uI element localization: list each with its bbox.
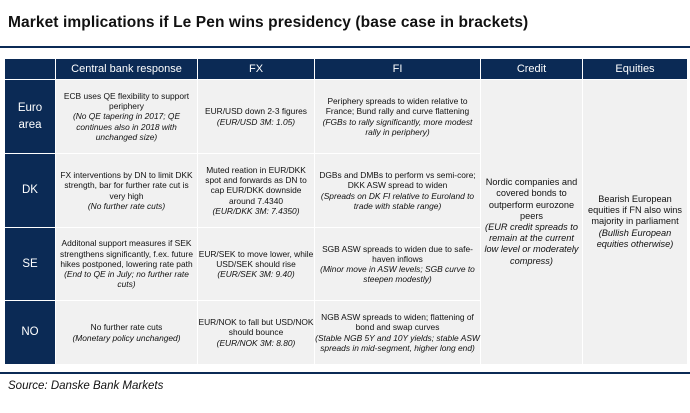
cell-base-case-text: (Monetary policy unchanged) <box>72 332 181 343</box>
row-label-dk <box>5 154 56 228</box>
cell-main-text: EUR/SEK to move lower, while USD/SEK should rise <box>198 248 314 269</box>
cell-base-case-text: (FGBs to rally significantly, more modest rally in periphery) <box>322 116 473 137</box>
cell-base-case-text: (End to QE in July; no further rate cuts) <box>64 269 189 290</box>
row-label-text: NO <box>21 326 39 338</box>
row-label-se <box>5 228 56 301</box>
cell-no-fx <box>198 301 315 365</box>
column-header-equities: Equities <box>583 59 688 80</box>
cell-no-fi <box>315 301 481 365</box>
source-note: Source: Danske Bank Markets <box>8 380 164 392</box>
cell-main-text: Periphery spreads to widen relative to France; Bund rally and curve flattening <box>325 96 470 117</box>
credit-base-case-text: (EUR credit spreads to remain at the current low level or moderately compress) <box>484 222 579 266</box>
cell-base-case-text: (EUR/SEK 3M: 9.40) <box>217 269 295 280</box>
credit-main-text: Nordic companies and covered bonds to outperform eurozone peers <box>485 177 578 221</box>
cell-base-case-text: (No QE tapering in 2017; QE continues also in 2018 with unchanged size) <box>72 111 181 142</box>
row-label-text: DK <box>22 184 38 196</box>
title-rule <box>0 46 690 48</box>
cell-base-case-text: (EUR/NOK 3M: 8.80) <box>216 337 296 348</box>
cell-credit <box>481 80 583 365</box>
cell-base-case-text: (No further rate cuts) <box>87 200 166 211</box>
row-label-text: Euro area <box>17 101 43 131</box>
cell-equities <box>583 80 688 365</box>
bottom-rule <box>0 372 690 374</box>
cell-euro-area-fx <box>198 80 315 154</box>
table-title: Market implications if Le Pen wins presidency (base case in brackets) <box>8 14 529 31</box>
cell-main-text: Additonal support measures if SEK strengthens significantly, f.ex. future hikes postponed, lowering rate path <box>60 238 193 269</box>
cell-main-text: NGB ASW spreads to widen; flattening of bond and swap curves <box>321 312 474 333</box>
cell-euro-area-central-bank <box>56 80 198 154</box>
cell-no-central-bank <box>56 301 198 365</box>
cell-euro-area-fi <box>315 80 481 154</box>
corner-cell <box>5 59 56 80</box>
cell-dk-fi <box>315 154 481 228</box>
column-header-fx: FX <box>198 59 315 80</box>
column-header-central-bank: Central bank response <box>56 59 198 80</box>
column-header-fi: FI <box>315 59 481 80</box>
implications-table <box>4 58 688 365</box>
cell-se-fi <box>315 228 481 301</box>
cell-base-case-text: (Minor move in ASW levels; SGB curve to steepen modestly) <box>320 264 475 285</box>
column-header-credit: Credit <box>481 59 583 80</box>
row-label-text: SE <box>22 257 38 270</box>
equities-base-case-text: (Bullish European equities otherwise) <box>596 227 674 249</box>
cell-main-text: Muted reation in EUR/DKK spot and forwards as DN to cap EUR/DKK downside around 7.4340 <box>205 164 307 206</box>
header-row <box>5 59 688 80</box>
cell-main-text: FX interventions by DN to limit DKK strength, bar for further rate cut is very high <box>60 170 193 201</box>
cell-se-central-bank <box>56 228 198 301</box>
cell-main-text: DGBs and DMBs to perform vs semi-core; DKK ASW spread to widen <box>319 170 476 191</box>
cell-base-case-text: (Spreads on DK FI relative to Euroland to trade with stable range) <box>320 190 475 211</box>
row-label-euro-area <box>5 80 56 154</box>
cell-base-case-text: (Stable NGB 5Y and 10Y yields; stable ASW spreads in mid-segment, higher long end) <box>315 332 480 353</box>
cell-main-text: SGB ASW spreads to widen due to safe-haven inflows <box>322 243 473 264</box>
cell-main-text: No further rate cuts <box>90 322 163 333</box>
cell-se-fx <box>198 228 315 301</box>
cell-base-case-text: (EUR/USD 3M: 1.05) <box>216 116 296 127</box>
row-label-no <box>5 301 56 365</box>
equities-main-text: Bearish European equities if FN also wins majority in parliament <box>588 193 682 227</box>
cell-main-text: EUR/NOK to fall but USD/NOK should bounce <box>198 317 314 338</box>
cell-main-text: EUR/USD down 2-3 figures <box>205 106 307 117</box>
cell-base-case-text: (EUR/DKK 3M: 7.4350) <box>212 205 300 216</box>
cell-dk-central-bank <box>56 154 198 228</box>
cell-dk-fx <box>198 154 315 228</box>
cell-main-text: ECB uses QE flexibility to support periphery <box>63 90 190 112</box>
table-row-euro-area <box>5 80 688 154</box>
